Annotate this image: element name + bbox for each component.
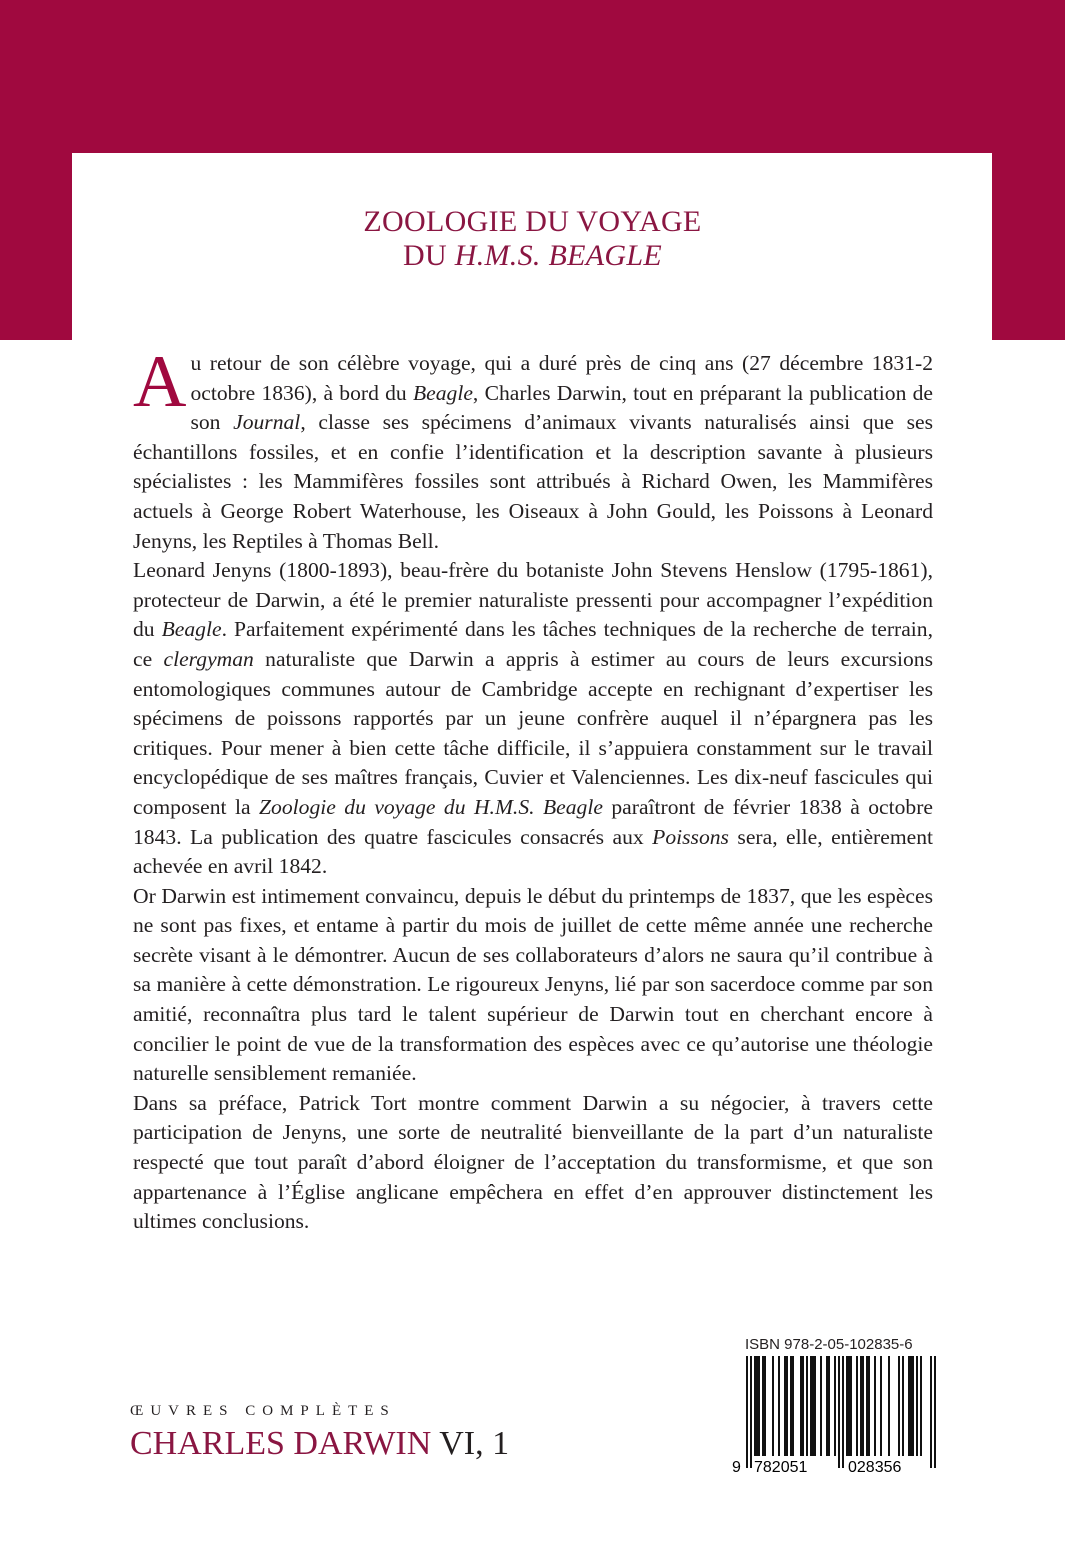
barcode-bar [762,1356,764,1456]
italic-text: Journal [233,410,301,435]
isbn-label: ISBN 978-2-05-102835-6 [745,1336,913,1353]
paragraph [133,341,934,556]
barcode-bar [902,1356,904,1456]
blurb-text [133,341,934,1237]
barcode-bar [750,1356,752,1468]
barcode-bar [868,1356,870,1456]
title-ship: H.M.S. BEAGLE [454,239,662,272]
barcode-bar [746,1356,748,1468]
barcode-bar [912,1356,914,1456]
barcode-bar [910,1356,912,1456]
text-segment: paraîtront de février 1838 à octobre 1843. La publication des quatre fascicules consacrés aux [133,794,934,849]
barcode-bar [806,1356,808,1456]
barcode-digits: 028356 [848,1459,902,1476]
barcode-bar [758,1356,760,1456]
barcode-bar [916,1356,918,1456]
paragraph [133,1089,933,1237]
barcode-bar [846,1356,848,1456]
volume-number: VI, 1 [439,1425,510,1462]
barcode-bar [862,1356,864,1456]
barcode-bar [772,1356,774,1456]
barcode-bar [908,1356,910,1456]
barcode-bar [838,1356,840,1468]
barcode-bar [866,1356,868,1456]
text-segment: sera, elle, entièrement achevée en avril 1842. [133,824,933,879]
barcode-bar [842,1356,844,1468]
barcode-bar [898,1356,900,1456]
drop-cap: A [133,341,187,423]
text-segment: Leonard Jenyns (1800-1893), beau-frère du botaniste John Stevens Henslow (1795-1861), protecteur de Darwin, a été le premier naturaliste pressenti pour accompagner l’expédition du [133,558,933,642]
paragraph [133,882,933,1089]
barcode [730,1356,950,1476]
barcode-bar [802,1356,804,1456]
text-segment: . Parfaitement expérimenté dans les tâches techniques de la recherche de terrain, ce [133,617,933,671]
author-volume [130,1424,509,1464]
book-title [0,205,1065,273]
text-segment: naturaliste que Darwin a appris à estimer au cours de leurs excursions entomologiques communes autour de Cambridge accepte en rechignant d’expertiser les spécimens de poissons rapportés par un jeune confrère auquel il n’épargnera pas les critiques. Pour mener à bien cette tâche difficile, il s’appuiera constamment sur le travail encyclopédique de ses maîtres français, Cuvier et Valenciennes. Les dix-neuf fascicules qui composent la [133,646,933,819]
text-segment: , Charles Darwin, tout en préparant la publication de son [190,380,934,435]
barcode-bar [848,1356,850,1456]
barcode-bar [814,1356,816,1456]
italic-text: Zoologie du voyage du H.M.S. Beagle [259,794,603,819]
text-segment: Dans sa préface, Patrick Tort montre comment Darwin a su négocier, à travers cette participation de Jenyns, une sorte de neutralité bienveillante de la part d’un naturaliste respecté que tout paraît d’abord éloigner de l’acceptation du transformisme, et que son appartenance à l’Église anglicane empêchera en effet d’en approuver distinctement les ultimes conclusions. [133,1090,933,1234]
barcode-bar [786,1356,788,1456]
barcode-bar [834,1356,836,1456]
italic-text: Poissons [652,824,729,849]
barcode-bar [826,1356,828,1456]
barcode-bar [800,1356,802,1456]
title-prefix: DU [403,239,455,272]
barcode-bar [810,1356,812,1456]
barcode-bar [764,1356,766,1456]
barcode-bar [754,1356,756,1456]
series-name: ŒUVRES COMPLÈTES [130,1403,396,1419]
barcode-bar [930,1356,932,1468]
barcode-bar [860,1356,862,1456]
title-line-1: ZOOLOGIE DU VOYAGE [363,205,702,238]
barcode-bar [778,1356,780,1456]
barcode-bar [756,1356,758,1456]
barcode-bar [934,1356,936,1468]
barcode-digits: 782051 [754,1459,808,1476]
text-segment: , classe ses spécimens d’animaux vivants naturalisés ainsi que ses échantillons fossiles, et en confie l’identification et la description savante à plusieurs spécialistes : les Mammifères fossiles sont attribués à Richard Owen, les Mammifères actuels à George Robert Waterhouse, les Oiseaux à John Gould, les Poissons à Leonard Jenyns, les Reptiles à Thomas Bell. [133,410,933,553]
barcode-digits: 9 [732,1459,741,1476]
paragraph [133,556,933,882]
barcode-bar [792,1356,794,1456]
barcode-bar [790,1356,792,1456]
italic-text: Beagle [161,617,222,642]
barcode-bar [828,1356,830,1456]
barcode-bar [880,1356,882,1456]
italic-text: Beagle [412,380,473,405]
text-segment: u retour de son célèbre voyage, qui a duré près de cinq ans (27 décembre 1831-2 octobre 1836), à bord du [190,351,933,405]
author-name: CHARLES DARWIN [130,1425,432,1462]
barcode-bar [920,1356,922,1456]
barcode-bar [812,1356,814,1456]
barcode-bar [820,1356,822,1456]
barcode-bar [888,1356,890,1456]
barcode-bar [856,1356,858,1456]
barcode-bar [874,1356,876,1456]
barcode-bar [850,1356,852,1456]
barcode-bar [784,1356,786,1456]
italic-text: clergyman [163,646,254,671]
text-segment: Or Darwin est intimement convaincu, depuis le début du printemps de 1837, que les espèces ne sont pas fixes, et entame à partir du mois de juillet de cette même année une recherche secrète visant à le démontrer. Aucun de ses collaborateurs d’alors ne saura qu’il contribue à sa manière à cette démonstration. Le rigoureux Jenyns, lié par son sacerdoce comme par son amitié, reconnaîtra plus tard le talent supérieur de Darwin tout en cherchant encore à concilier le point de vue de la transformation des espèces avec ce qu’autorise une théologie naturelle sensiblement remaniée. [133,883,933,1086]
title-line-2 [0,239,1065,273]
